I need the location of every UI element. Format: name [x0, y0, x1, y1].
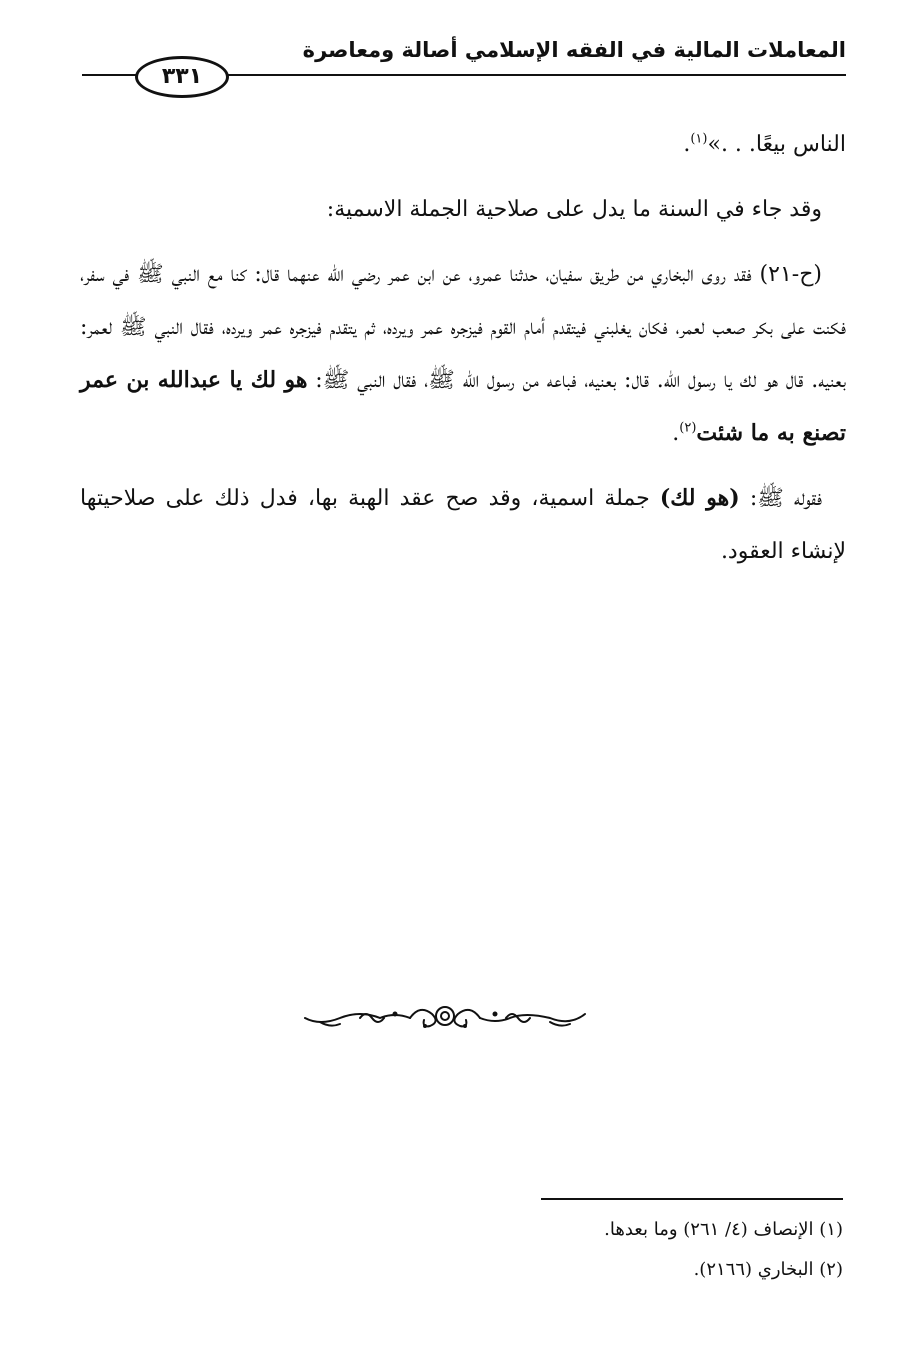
footnotes [300, 1210, 843, 1290]
ornament-divider-icon [300, 996, 590, 1036]
paragraph-1-tail: . [683, 132, 691, 157]
conclusion-text-b: جملة اسمية، وقد صح عقد الهبة بها، فدل ذلك على صلاحيتها لإنشاء العقود. [80, 486, 846, 564]
footnote-rule [541, 1198, 843, 1200]
footnote-2: (٢) البخاري (٢١٦٦). [693, 1259, 843, 1280]
hadith-quote: هو لك يا عبدالله بن عمر تصنع به ما شئت [80, 367, 846, 446]
paragraph-1-text: الناس بيعًا. . .» [707, 132, 846, 157]
paragraph-hadith [80, 248, 846, 460]
footnote-1: (١) الإنصاف (٤/ ٢٦١) وما بعدها. [604, 1219, 843, 1240]
footnote-ref-1[interactable]: (١) [690, 131, 708, 147]
hadith-tail: . [672, 421, 680, 446]
page-number: ٣٣١ [135, 56, 229, 98]
body-text [80, 118, 846, 590]
paragraph-conclusion [80, 472, 846, 578]
conclusion-bold: (هو لك) [659, 485, 740, 511]
hadith-text: (ح-٢١) فقد روى البخاري من طريق سفيان، حدثنا عمرو، عن ابن عمر رضي الله عنهما قال: كنا مع النبي ﷺ في سفر، فكنت على بكر صعب لعمر، فكان يغلبني فيتقدم أمام القوم فيزجره عمر ويرده، ثم يتقدم فيزجره عمر ويرده، فقال النبي ﷺ لعمر: بعنيه. قال هو لك يا رسول الله. قال: بعنيه، فباعه من رسول الله ﷺ، فقال النبي ﷺ: [80, 262, 846, 393]
page-header-title: المعاملات المالية في الفقه الإسلامي أصالة ومعاصرة [302, 38, 846, 62]
paragraph-2: وقد جاء في السنة ما يدل على صلاحية الجملة الاسمية: [326, 197, 822, 222]
paragraph-1 [80, 118, 846, 171]
footnote-ref-2[interactable]: (٢) [679, 420, 697, 436]
conclusion-text-a: فقوله ﷺ: [749, 486, 822, 511]
